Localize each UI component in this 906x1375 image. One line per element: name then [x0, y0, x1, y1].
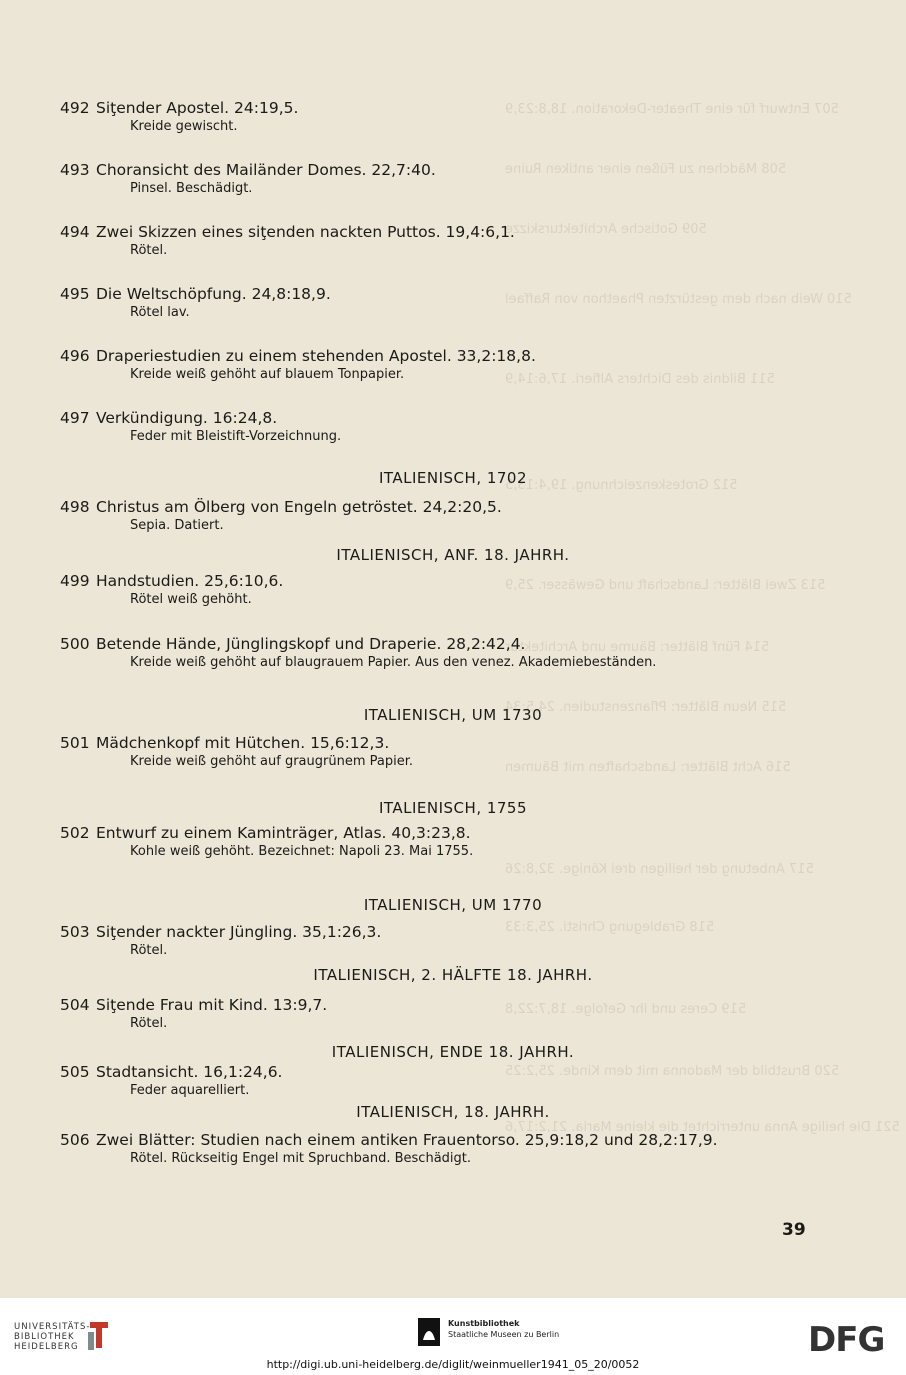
- catalog-entry: [60, 160, 840, 198]
- university-logo-line: UNIVERSITÄTS-: [14, 1322, 91, 1332]
- catalog-entry: [60, 346, 840, 384]
- section-heading: ITALIENISCH, 18. JAHRH.: [356, 1103, 550, 1121]
- entry-number: 497: [60, 409, 90, 427]
- entry-note: Rötel. Rückseitig Engel mit Spruchband. Beschädigt.: [130, 1151, 472, 1166]
- entry-title: Choransicht des Mailänder Domes. 22,7:40.: [96, 161, 436, 179]
- entry-number: 501: [60, 734, 90, 752]
- entry-title: Draperiestudien zu einem stehenden Apostel. 33,2:18,8.: [96, 347, 536, 365]
- section-heading: ITALIENISCH, 2. HÄLFTE 18. JAHRH.: [313, 966, 593, 984]
- show-through-text: 507 Entwurf für eine Theater-Dekoration. 18,8:23,9: [505, 102, 839, 117]
- section-heading: ITALIENISCH, UM 1730: [363, 706, 543, 724]
- catalog-entry: [60, 222, 840, 260]
- entry-note: Rötel weiß gehöht.: [130, 592, 252, 607]
- kunstbibliothek-subtitle: Staatliche Museen zu Berlin: [448, 1330, 560, 1339]
- show-through-text: 510 Weib nach dem gestürzten Phaethon von Raffael: [505, 292, 852, 307]
- entry-note: Rötel.: [130, 1016, 168, 1031]
- kunstbibliothek-logo[interactable]: [448, 1318, 559, 1340]
- entry-note: Rötel.: [130, 243, 168, 258]
- entry-note: Sepia. Datiert.: [130, 518, 224, 533]
- show-through-text: 518 Grablegung Christi. 25,3:33: [505, 920, 715, 935]
- entry-title: Zwei Skizzen eines siţenden nackten Puttos. 19,4:6,1.: [96, 223, 515, 241]
- entry-note: Feder mit Bleistift-Vorzeichnung.: [130, 429, 342, 444]
- entry-note: Kohle weiß gehöht. Bezeichnet: Napoli 23. Mai 1755.: [130, 844, 474, 859]
- section-heading: ITALIENISCH, 1702: [378, 469, 528, 487]
- catalog-entry: [60, 922, 840, 960]
- entry-note: Kreide weiß gehöht auf blaugrauem Papier. Aus den venez. Akademiebeständen.: [130, 655, 657, 670]
- entry-number: 506: [60, 1131, 90, 1149]
- entry-number: 493: [60, 161, 90, 179]
- university-logo-line: BIBLIOTHEK: [14, 1332, 75, 1342]
- entry-title: Entwurf zu einem Kaminträger, Atlas. 40,3:23,8.: [96, 824, 471, 842]
- entry-number: 494: [60, 223, 90, 241]
- entry-number: 504: [60, 996, 90, 1014]
- show-through-text: 517 Anbetung der heiligen drei Könige. 32,8:26: [505, 862, 814, 877]
- show-through-text: 509 Gotische Architekturskizze: [505, 222, 707, 237]
- show-through-text: 516 Acht Blätter: Landschaften mit Bäumen: [505, 760, 791, 775]
- show-through-text: 511 Bildnis des Dichters Alfieri. 17,6:14,9: [505, 372, 775, 387]
- dfg-logo[interactable]: DFG: [808, 1320, 885, 1360]
- catalog-entry: [60, 1062, 840, 1100]
- show-through-text: 521 Die heilige Anna unterrichtet die kleine Maria. 21,2:17,6: [505, 1120, 900, 1135]
- show-through-text: 520 Brustbild der Madonna mit dem Kinde. 25,2:25: [505, 1064, 840, 1079]
- catalog-entry: [60, 284, 840, 322]
- entry-title: Siţender Apostel. 24:19,5.: [96, 99, 299, 117]
- entry-note: Kreide weiß gehöht auf blauem Tonpapier.: [130, 367, 405, 382]
- entry-title: Christus am Ölberg von Engeln getröstet. 24,2:20,5.: [96, 498, 502, 516]
- entry-title: Zwei Blätter: Studien nach einem antiken Frauentorso. 25,9:18,2 und 28,2:17,9.: [96, 1131, 718, 1149]
- entry-note: Kreide gewischt.: [130, 119, 238, 134]
- section-heading: ITALIENISCH, ENDE 18. JAHRH.: [331, 1043, 575, 1061]
- entry-title: Mädchenkopf mit Hütchen. 15,6:12,3.: [96, 734, 390, 752]
- catalog-entry: [60, 634, 840, 672]
- catalog-entry: [60, 823, 840, 861]
- entry-number: 492: [60, 99, 90, 117]
- show-through-text: 519 Ceres und ihr Gefolge. 18,7:22,8: [505, 1002, 747, 1017]
- entry-note: Rötel lav.: [130, 305, 190, 320]
- section-heading: ITALIENISCH, UM 1770: [363, 896, 543, 914]
- entry-number: 502: [60, 824, 90, 842]
- catalog-entry: [60, 497, 840, 535]
- show-through-text: 512 Groteskenzeichnung. 19,4:13,5: [505, 478, 738, 493]
- page-number: 39: [782, 1220, 806, 1240]
- entry-number: 495: [60, 285, 90, 303]
- entry-number: 496: [60, 347, 90, 365]
- source-url-link[interactable]: http://digi.ub.uni-heidelberg.de/diglit/weinmueller1941_05_20/0052: [266, 1358, 640, 1371]
- entry-title: Verkündigung. 16:24,8.: [96, 409, 278, 427]
- university-mark-icon: [86, 1318, 112, 1352]
- entry-title: Handstudien. 25,6:10,6.: [96, 572, 284, 590]
- catalog-entry: [60, 571, 840, 609]
- entry-title: Siţende Frau mit Kind. 13:9,7.: [96, 996, 328, 1014]
- entry-number: 500: [60, 635, 90, 653]
- university-library-logo[interactable]: [14, 1322, 90, 1352]
- section-heading: ITALIENISCH, ANF. 18. JAHRH.: [336, 546, 570, 564]
- entry-note: Kreide weiß gehöht auf graugrünem Papier.: [130, 754, 414, 769]
- catalog-entry: [60, 1130, 840, 1168]
- catalog-entry: [60, 98, 840, 136]
- kunstbibliothek-logo-icon: [416, 1316, 442, 1348]
- show-through-text: 515 Neun Blätter: Pflanzenstudien. 24,5:34: [505, 700, 787, 715]
- entry-note: Pinsel. Beschädigt.: [130, 181, 253, 196]
- show-through-text: 513 Zwei Blätter: Landschaft und Gewässer. 25,9: [505, 578, 826, 593]
- entry-note: Feder aquarelliert.: [130, 1083, 250, 1098]
- entry-number: 498: [60, 498, 90, 516]
- catalog-entry: [60, 408, 840, 446]
- entry-title: Betende Hände, Jünglingskopf und Draperie. 28,2:42,4.: [96, 635, 526, 653]
- kunstbibliothek-name: Kunstbibliothek: [448, 1319, 520, 1328]
- entry-note: Rötel.: [130, 943, 168, 958]
- catalog-entry: [60, 733, 840, 771]
- show-through-text: 514 Fünf Blätter: Bäume und Architektur: [505, 640, 770, 655]
- show-through-text: 508 Mädchen zu Füßen einer antiken Ruine: [505, 162, 787, 177]
- catalog-entry: [60, 995, 840, 1033]
- section-heading: ITALIENISCH, 1755: [378, 799, 528, 817]
- university-logo-line: HEIDELBERG: [14, 1342, 79, 1352]
- entry-number: 505: [60, 1063, 90, 1081]
- entry-number: 499: [60, 572, 90, 590]
- entry-title: Die Weltschöpfung. 24,8:18,9.: [96, 285, 331, 303]
- entry-number: 503: [60, 923, 90, 941]
- entry-title: Stadtansicht. 16,1:24,6.: [96, 1063, 283, 1081]
- entry-title: Siţender nackter Jüngling. 35,1:26,3.: [96, 923, 382, 941]
